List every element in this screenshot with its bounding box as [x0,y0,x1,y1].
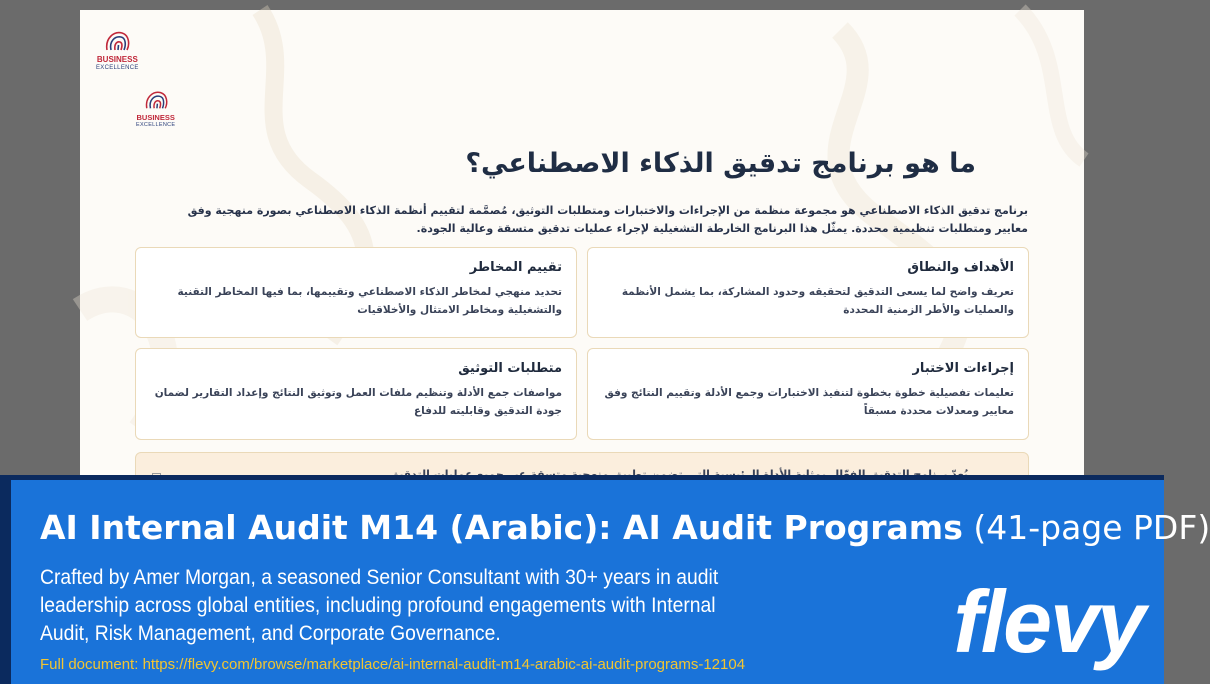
company-logo [96,28,139,71]
card-documentation-requirements [135,348,577,440]
promo-banner [0,475,1210,684]
card-body: تحديد منهجي لمخاطر الذكاء الاصطناعي وتقييمها، بما فيها المخاطر التقنية والتشغيلية ومخاطر الامتثال والأخلاقيات [177,286,562,316]
card-title: متطلبات التوثيق [458,361,562,376]
company-logo-secondary [136,88,175,128]
fingerprint-logo-icon [142,88,170,112]
card-body: تعريف واضح لما يسعى التدقيق لتحقيقه وحدود المشاركة، بما يشمل الأنظمة والعمليات والأطر الزمنية المحددة [621,286,1014,316]
card-risk-assessment [135,247,577,338]
card-body: مواصفات جمع الأدلة وتنظيم ملفات العمل وتوثيق النتائج وإعداد التقارير لضمان جودة التدقيق وقابليته للدفاع [154,387,562,417]
card-title: إجراءات الاختبار [912,361,1014,376]
card-title: الأهداف والنطاق [907,260,1014,275]
document-link-line [40,656,745,673]
fingerprint-logo-icon [102,28,132,54]
document-link-label: Full document: [40,656,139,673]
page-title: ما هو برنامج تدقيق الذكاء الاصطناعي؟ [465,148,976,179]
document-link[interactable]: https://flevy.com/browse/marketplace/ai-internal-audit-m14-arabic-ai-audit-programs-12104 [142,656,746,673]
card-title: تقييم المخاطر [469,260,562,275]
card-objectives-scope [587,247,1029,338]
logo-text-excellence: EXCELLENCE [136,121,176,128]
card-testing-procedures [587,348,1029,440]
logo-text-excellence: EXCELLENCE [96,65,139,71]
product-title [40,508,1210,547]
document-page [80,10,1084,480]
card-body: تعليمات تفصيلية خطوة بخطوة لتنفيذ الاختبارات وجمع الأدلة وتقييم النتائج وفق معايير ومعدلات محددة مسبقاً [604,387,1014,417]
flevy-logo[interactable]: flevy [953,572,1144,671]
intro-paragraph: برنامج تدقيق الذكاء الاصطناعي هو مجموعة منظمة من الإجراءات والاختبارات ومتطلبات التوثيق، مُصمَّمة لتقييم أنظمة الذكاء الاصطناعي بصورة منهجية وفق معايير ومتطلبات تنظيمية محددة. يمثّل هذا البرنامج الخارطة التشغيلية لإجراء عمليات تدقيق متسقة وعالية الجودة. [187,204,1028,235]
product-title-pages: (41-page PDF) [973,508,1210,547]
logo-text-business: BUSINESS [136,113,175,122]
product-title-main: AI Internal Audit M14 (Arabic): AI Audit Programs [40,508,963,547]
logo-text-business: BUSINESS [96,55,138,64]
product-description: Crafted by Amer Morgan, a seasoned Senior Consultant with 30+ years in audit leadership across global entities, including profound engagements with Internal Audit, Risk Management, and Corporate Governance. [40,566,719,645]
promo-banner-panel [11,480,1210,684]
